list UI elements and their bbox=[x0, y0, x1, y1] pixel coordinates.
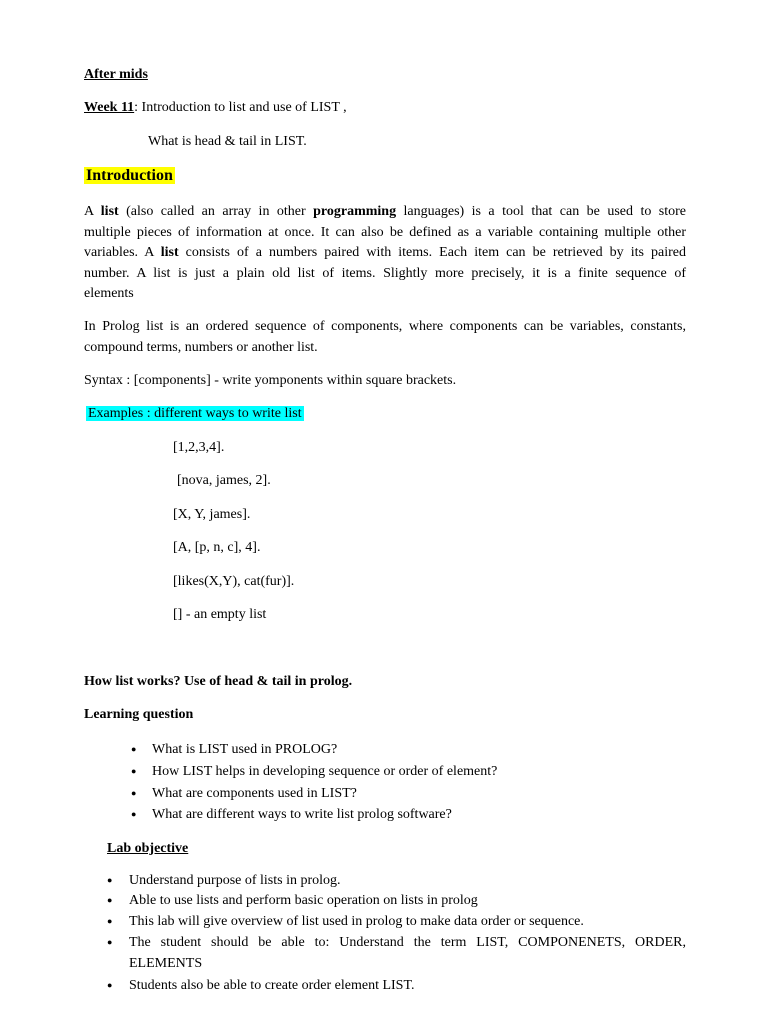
lab-objective-item-continuation: ELEMENTS bbox=[129, 956, 203, 971]
bullet-icon: ● bbox=[131, 766, 137, 776]
paragraph-line bbox=[84, 243, 686, 264]
bullet-icon: ● bbox=[131, 744, 137, 754]
bullet-icon: ● bbox=[107, 875, 113, 885]
text-run: languages) is a tool that can be used to store bbox=[396, 204, 686, 219]
learning-question-heading: Learning question bbox=[84, 707, 194, 722]
learning-question-item: What is LIST used in PROLOG? bbox=[152, 742, 338, 757]
bullet-icon: ● bbox=[107, 937, 113, 947]
term-list: list bbox=[100, 204, 119, 219]
syntax-line: Syntax : [components] - write yomponents within square brackets. bbox=[84, 373, 457, 388]
bullet-icon: ● bbox=[107, 980, 113, 990]
after-mids-heading: After mids bbox=[84, 67, 148, 82]
learning-question-item: What are different ways to write list prolog software? bbox=[152, 807, 452, 822]
examples-heading bbox=[86, 405, 304, 423]
week-description: : Introduction to list and use of LIST , bbox=[134, 100, 347, 115]
lab-objective-item: Able to use lists and perform basic operation on lists in prolog bbox=[129, 893, 478, 908]
bullet-icon: ● bbox=[107, 895, 113, 905]
paragraph-line: compound terms, numbers or another list. bbox=[84, 339, 318, 355]
text-run: consists of a numbers paired with items. Each item can be retrieved by its paired bbox=[178, 245, 686, 260]
paragraph-line: In Prolog list is an ordered sequence of components, where components can be variables, constants, bbox=[84, 319, 686, 334]
introduction-heading-text: Introduction bbox=[86, 167, 173, 184]
introduction-heading bbox=[84, 165, 175, 187]
lab-objective-item: Students also be able to create order element LIST. bbox=[129, 978, 415, 993]
lab-objective-heading: Lab objective bbox=[107, 841, 189, 856]
text-run: variables. A bbox=[84, 245, 161, 260]
term-list: list bbox=[160, 245, 179, 260]
bullet-icon: ● bbox=[131, 809, 137, 819]
example-item: [nova, james, 2]. bbox=[177, 473, 271, 488]
learning-question-item: How LIST helps in developing sequence or order of element? bbox=[152, 764, 498, 779]
prolog-list-paragraph bbox=[84, 317, 686, 358]
lab-objective-item: Understand purpose of lists in prolog. bbox=[129, 873, 341, 888]
lab-objective-item: This lab will give overview of list used in prolog to make data order or sequence. bbox=[129, 914, 584, 929]
example-item: [likes(X,Y), cat(fur)]. bbox=[173, 574, 295, 589]
example-item: [] - an empty list bbox=[173, 607, 267, 622]
week-line bbox=[84, 99, 347, 116]
paragraph-line bbox=[84, 202, 686, 223]
term-programming: programming bbox=[313, 204, 397, 219]
examples-heading-text: Examples : different ways to write list bbox=[88, 406, 302, 421]
text-run: (also called an array in other bbox=[118, 204, 314, 219]
learning-question-item: What are components used in LIST? bbox=[152, 786, 357, 801]
how-list-works-heading: How list works? Use of head & tail in prolog. bbox=[84, 674, 353, 689]
text-run: A bbox=[84, 204, 101, 219]
example-item: [A, [p, n, c], 4]. bbox=[173, 540, 261, 555]
bullet-icon: ● bbox=[107, 916, 113, 926]
paragraph-line: multiple pieces of information at once. It can also be defined as a variable containing multiple other bbox=[84, 224, 686, 240]
week-subtitle: What is head & tail in LIST. bbox=[148, 134, 307, 149]
week-label: Week 11 bbox=[84, 100, 135, 115]
lab-objective-item: The student should be able to: Understand the term LIST, COMPONENETS, ORDER, bbox=[129, 935, 686, 950]
example-item: [1,2,3,4]. bbox=[173, 440, 225, 455]
example-item: [X, Y, james]. bbox=[173, 507, 251, 522]
paragraph-line: elements bbox=[84, 286, 134, 301]
paragraph-line: number. A list is just a plain old list of items. Slightly more precisely, it is a finite sequence of bbox=[84, 265, 686, 281]
introduction-paragraph bbox=[84, 202, 686, 305]
bullet-icon: ● bbox=[131, 788, 137, 798]
